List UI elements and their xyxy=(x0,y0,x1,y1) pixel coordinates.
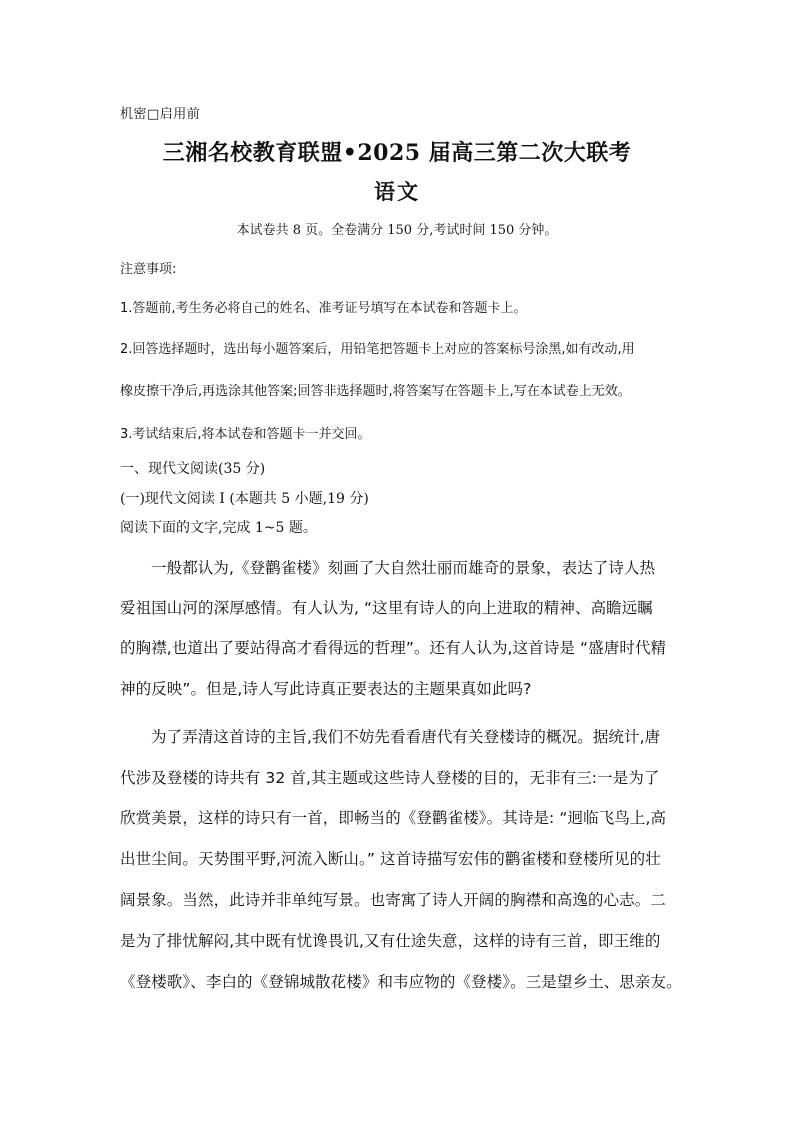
passage-line: 的胸襟,也道出了要站得高才看得远的哲理”。还有人认为,这首诗是 “盛唐时代精 xyxy=(120,639,667,657)
note-line: 3.考试结束后,将本试卷和答题卡一并交回。 xyxy=(120,427,371,442)
passage-line: 是为了排忧解闷,其中既有忧谗畏讥,又有仕途失意，这样的诗有三首，即王维的 xyxy=(120,932,661,950)
passage-line: 阔景象。当然，此诗并非单纯写景。也寄寓了诗人开阔的胸襟和高逸的心志。二 xyxy=(120,891,667,909)
passage-line: 代涉及登楼的诗共有 32 首,其主题或这些诗人登楼的目的，无非有三:一是为了 xyxy=(120,769,660,787)
note-line: 橡皮擦干净后,再选涂其他答案;回答非选择题时,将答案写在答题卡上,写在本试卷上无效。 xyxy=(120,384,631,399)
confidential-label: 机密□启用前 xyxy=(120,107,201,122)
reading-instruction: 阅读下面的文字,完成 1~5 题。 xyxy=(120,520,317,536)
passage-line: 神的反映”。但是,诗人写此诗真正要表达的主题果真如此吗? xyxy=(120,680,532,698)
subject-title: 语文 xyxy=(374,179,420,204)
passage-line: 欣赏美景，这样的诗只有一首，即畅当的《登鹳雀楼》。其诗是: “迥临飞鸟上,高 xyxy=(120,809,667,827)
passage-line: 一般都认为,《登鹳雀楼》刻画了大自然壮丽而雄奇的景象，表达了诗人热 xyxy=(151,559,656,577)
subsection-heading: (一)现代文阅读 I (本题共 5 小题,19 分) xyxy=(120,491,369,507)
passage-line: 爱祖国山河的深厚感情。有人认为, “这里有诗人的向上进取的精神、高瞻远瞩 xyxy=(120,599,653,617)
exam-title: 三湘名校教育联盟•2025 届高三第二次大联考 xyxy=(162,140,632,166)
section-heading: 一、现代文阅读(35 分) xyxy=(120,461,266,477)
passage-line: 出世尘间。天势围平野,河流入断山。” 这首诗描写宏伟的鹳雀楼和登楼所见的壮 xyxy=(120,850,661,868)
passage-line: 为了弄清这首诗的主旨,我们不妨先看看唐代有关登楼诗的概况。据统计,唐 xyxy=(151,728,661,746)
note-line: 1.答题前,考生务必将自己的姓名、准考证号填写在本试卷和答题卡上。 xyxy=(120,301,527,316)
exam-info: 本试卷共 8 页。全卷满分 150 分,考试时间 150 分钟。 xyxy=(236,223,558,238)
note-line: 2.回答选择题时，选出每小题答案后，用铅笔把答题卡上对应的答案标号涂黑,如有改动,用 xyxy=(120,342,635,357)
passage-line: 《登楼歌》、李白的《登锦城散花楼》和韦应物的《登楼》。三是望乡土、思亲友。 xyxy=(120,973,682,991)
notes-title: 注意事项: xyxy=(120,262,177,277)
